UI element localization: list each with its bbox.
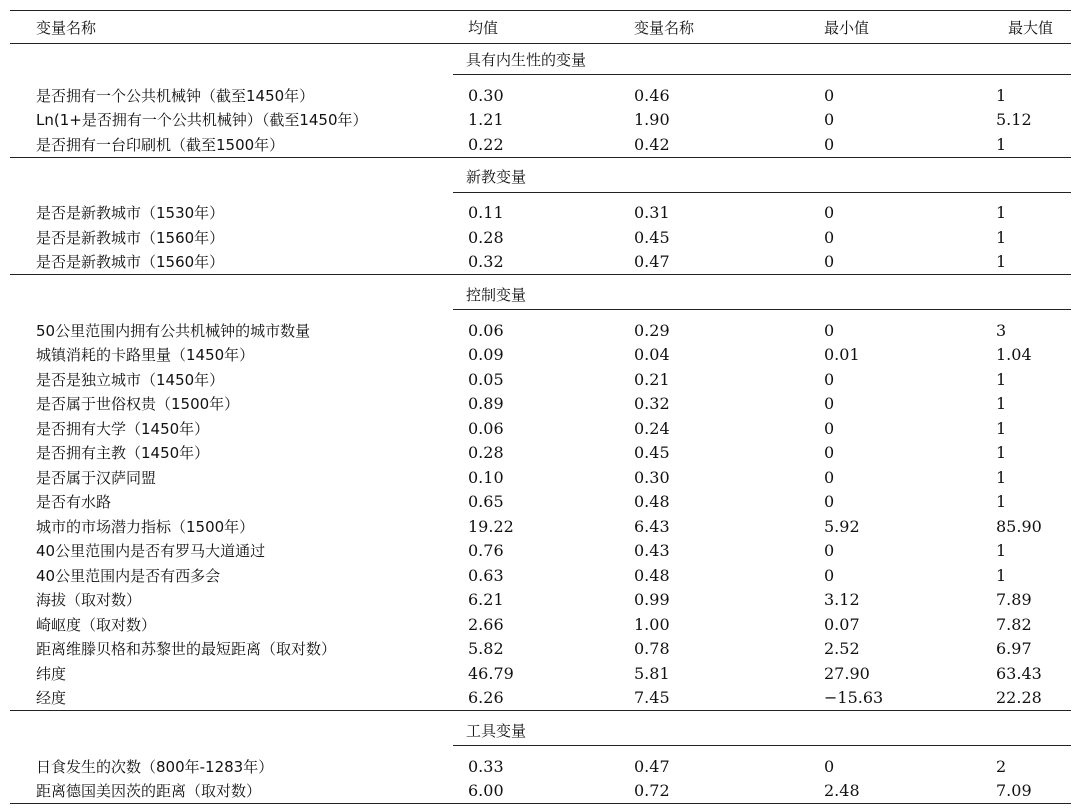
min-cell: 0 [824, 443, 835, 463]
table-row [10, 416, 1071, 441]
std-dev-cell: 0.24 [634, 418, 670, 438]
variable-name-cell: 距离德国美因茨的距离（取对数） [10, 779, 453, 804]
min-cell: 0 [824, 756, 835, 776]
header-std-dev: 变量名称 [619, 11, 814, 44]
min-cell: 0 [824, 320, 835, 340]
min-cell: 0 [824, 467, 835, 487]
table-row [10, 779, 1071, 804]
table-row [10, 392, 1071, 417]
variable-name-cell: 是否拥有一台印刷机（截至1500年） [10, 132, 453, 157]
max-cell: 3 [996, 320, 1007, 340]
min-cell: 0 [824, 565, 835, 585]
std-dev-cell: 0.31 [634, 203, 670, 223]
section-title: 工具变量 [453, 715, 814, 746]
max-cell: 5.12 [996, 110, 1032, 130]
max-cell: 7.89 [996, 590, 1032, 610]
table-row [10, 201, 1071, 226]
max-cell: 1 [996, 85, 1007, 105]
section-title: 控制变量 [453, 279, 814, 310]
max-cell: 2 [996, 756, 1007, 776]
mean-cell: 0.30 [468, 85, 504, 105]
summary-statistics-table [10, 10, 1071, 804]
section-underline [814, 162, 1071, 193]
std-dev-cell: 0.43 [634, 541, 670, 561]
std-dev-cell: 0.72 [619, 779, 814, 804]
max-cell: 1 [996, 227, 1007, 247]
variable-name-cell: 纬度 [36, 664, 67, 683]
table-row [10, 318, 1071, 343]
variable-name-cell: 是否有水路 [36, 493, 112, 512]
std-dev-cell: 0.04 [634, 345, 670, 365]
section-blank-cell [10, 279, 453, 310]
section-blank-cell [10, 715, 453, 746]
mean-cell: 1.21 [468, 110, 504, 130]
mean-cell: 6.00 [453, 779, 619, 804]
std-dev-cell: 1.00 [634, 614, 670, 634]
max-cell: 1 [996, 369, 1007, 389]
mean-cell: 0.05 [468, 369, 504, 389]
mean-cell: 6.21 [468, 590, 504, 610]
variable-name-cell: 是否是新教城市（1560年） [36, 228, 225, 247]
max-cell: 1 [996, 541, 1007, 561]
section-header-row [10, 162, 1071, 193]
section-header-row [10, 279, 1071, 310]
max-cell: 7.09 [984, 779, 1071, 804]
section-blank-cell [10, 162, 453, 193]
max-cell: 1 [996, 565, 1007, 585]
min-cell: 0 [814, 132, 984, 157]
table-row [10, 225, 1071, 250]
table-row [10, 514, 1071, 539]
min-cell: 0 [814, 250, 984, 275]
mean-cell: 0.22 [453, 132, 619, 157]
mean-cell: 0.06 [468, 418, 504, 438]
max-cell: 1 [996, 203, 1007, 223]
min-cell: 0 [824, 541, 835, 561]
section-header-row [10, 715, 1071, 746]
section-title: 具有内生性的变量 [453, 44, 814, 75]
min-cell: 2.48 [814, 779, 984, 804]
mean-cell: 0.11 [468, 203, 504, 223]
section-header-row [10, 44, 1071, 75]
mean-cell: 6.26 [453, 686, 619, 711]
table-row [10, 637, 1071, 662]
table-row [10, 490, 1071, 515]
mean-cell: 0.65 [468, 492, 504, 512]
max-cell: 1 [996, 394, 1007, 414]
table-body [10, 44, 1071, 804]
section-underline [814, 44, 1071, 75]
table-row [10, 343, 1071, 368]
mean-cell: 0.89 [468, 394, 504, 414]
max-cell: 1 [996, 443, 1007, 463]
std-dev-cell: 0.30 [634, 467, 670, 487]
table-row [10, 612, 1071, 637]
min-cell: 0 [824, 394, 835, 414]
table-row [10, 108, 1071, 133]
max-cell: 22.28 [984, 686, 1071, 711]
mean-cell: 0.09 [468, 345, 504, 365]
table-row [10, 441, 1071, 466]
min-cell: 0 [824, 227, 835, 247]
table-row [10, 563, 1071, 588]
variable-name-cell: 是否拥有主教（1450年） [36, 444, 210, 463]
std-dev-cell: 6.43 [634, 516, 670, 536]
std-dev-cell: 0.47 [619, 250, 814, 275]
std-dev-cell: 7.45 [619, 686, 814, 711]
variable-name-cell: 是否属于汉萨同盟 [36, 468, 157, 487]
header-max: 最大值 [984, 11, 1071, 44]
variable-name-cell: 40公里范围内是否有罗马大道通过 [36, 542, 266, 561]
table-row [10, 686, 1071, 711]
mean-cell: 0.28 [468, 227, 504, 247]
min-cell: 2.52 [824, 639, 860, 659]
min-cell: 0 [824, 369, 835, 389]
min-cell: 0.07 [824, 614, 860, 634]
variable-name-cell: 城镇消耗的卡路里量（1450年） [36, 346, 255, 365]
section-blank-cell [10, 44, 453, 75]
min-cell: 27.90 [824, 663, 870, 683]
max-cell: 1 [996, 492, 1007, 512]
max-cell: 6.97 [996, 639, 1032, 659]
section-spacer [10, 310, 1071, 319]
min-cell: 0 [824, 418, 835, 438]
max-cell: 7.82 [996, 614, 1032, 634]
variable-name-cell: 是否是新教城市（1530年） [36, 204, 225, 223]
table-row [10, 367, 1071, 392]
std-dev-cell: 0.29 [634, 320, 670, 340]
table-row [10, 539, 1071, 564]
std-dev-cell: 0.78 [634, 639, 670, 659]
header-row [10, 11, 1071, 44]
max-cell: 85.90 [996, 516, 1042, 536]
std-dev-cell: 0.46 [634, 85, 670, 105]
min-cell: 0 [824, 110, 835, 130]
max-cell: 63.43 [996, 663, 1042, 683]
std-dev-cell: 0.48 [634, 565, 670, 585]
std-dev-cell: 0.45 [634, 227, 670, 247]
header-variable-name: 变量名称 [10, 11, 453, 44]
section-title: 新教变量 [453, 162, 814, 193]
table-row [10, 132, 1071, 157]
mean-cell: 0.33 [468, 756, 504, 776]
min-cell: 3.12 [824, 590, 860, 610]
max-cell: 1 [984, 250, 1071, 275]
std-dev-cell: 0.21 [634, 369, 670, 389]
variable-name-cell: 是否拥有一个公共机械钟（截至1450年） [36, 86, 315, 105]
std-dev-cell: 0.42 [619, 132, 814, 157]
mean-cell: 0.06 [468, 320, 504, 340]
table-row [10, 661, 1071, 686]
variable-name-cell: 海拔（取对数） [36, 591, 142, 610]
variable-name-cell: 是否属于世俗权贵（1500年） [36, 395, 240, 414]
min-cell: 5.92 [824, 516, 860, 536]
mean-cell: 19.22 [468, 516, 514, 536]
mean-cell: 0.63 [468, 565, 504, 585]
variable-name-cell: 40公里范围内是否有西多会 [36, 566, 221, 585]
table-row [10, 465, 1071, 490]
std-dev-cell: 0.32 [634, 394, 670, 414]
section-underline [814, 279, 1071, 310]
section-spacer [10, 746, 1071, 755]
table-row [10, 588, 1071, 613]
std-dev-cell: 0.48 [634, 492, 670, 512]
table-row [10, 250, 1071, 275]
variable-name-cell: 日食发生的次数（800年-1283年） [36, 757, 274, 776]
summary-statistics-table-wrapper [10, 10, 1071, 804]
mean-cell: 5.82 [468, 639, 504, 659]
min-cell: 0 [824, 492, 835, 512]
std-dev-cell: 5.81 [634, 663, 670, 683]
mean-cell: 0.10 [468, 467, 504, 487]
header-mean: 均值 [453, 11, 619, 44]
variable-name-cell: Ln(1+是否拥有一个公共机械钟）（截至1450年） [36, 111, 368, 130]
table-row [10, 754, 1071, 779]
variable-name-cell: 城市的市场潜力指标（1500年） [36, 517, 255, 536]
min-cell: 0.01 [824, 345, 860, 365]
mean-cell: 2.66 [468, 614, 504, 634]
max-cell: 1.04 [996, 345, 1032, 365]
section-spacer [10, 75, 1071, 84]
section-underline [814, 715, 1071, 746]
variable-name-cell: 是否拥有大学（1450年） [36, 419, 210, 438]
max-cell: 1 [984, 132, 1071, 157]
variable-name-cell: 距离维滕贝格和苏黎世的最短距离（取对数） [36, 640, 337, 659]
section-spacer [10, 192, 1071, 201]
variable-name-cell: 50公里范围内拥有公共机械钟的城市数量 [36, 321, 311, 340]
min-cell: 0 [824, 85, 835, 105]
max-cell: 1 [996, 418, 1007, 438]
std-dev-cell: 0.47 [634, 756, 670, 776]
variable-name-cell: 是否是新教城市（1560年） [10, 250, 453, 275]
header-min: 最小值 [814, 11, 984, 44]
mean-cell: 46.79 [468, 663, 514, 683]
table-row [10, 83, 1071, 108]
min-cell: −15.63 [814, 686, 984, 711]
variable-name-cell: 崎岖度（取对数） [36, 615, 157, 634]
mean-cell: 0.76 [468, 541, 504, 561]
mean-cell: 0.32 [453, 250, 619, 275]
min-cell: 0 [824, 203, 835, 223]
max-cell: 1 [996, 467, 1007, 487]
std-dev-cell: 0.99 [634, 590, 670, 610]
std-dev-cell: 0.45 [634, 443, 670, 463]
std-dev-cell: 1.90 [634, 110, 670, 130]
variable-name-cell: 是否是独立城市（1450年） [36, 370, 225, 389]
mean-cell: 0.28 [468, 443, 504, 463]
variable-name-cell: 经度 [10, 686, 453, 711]
